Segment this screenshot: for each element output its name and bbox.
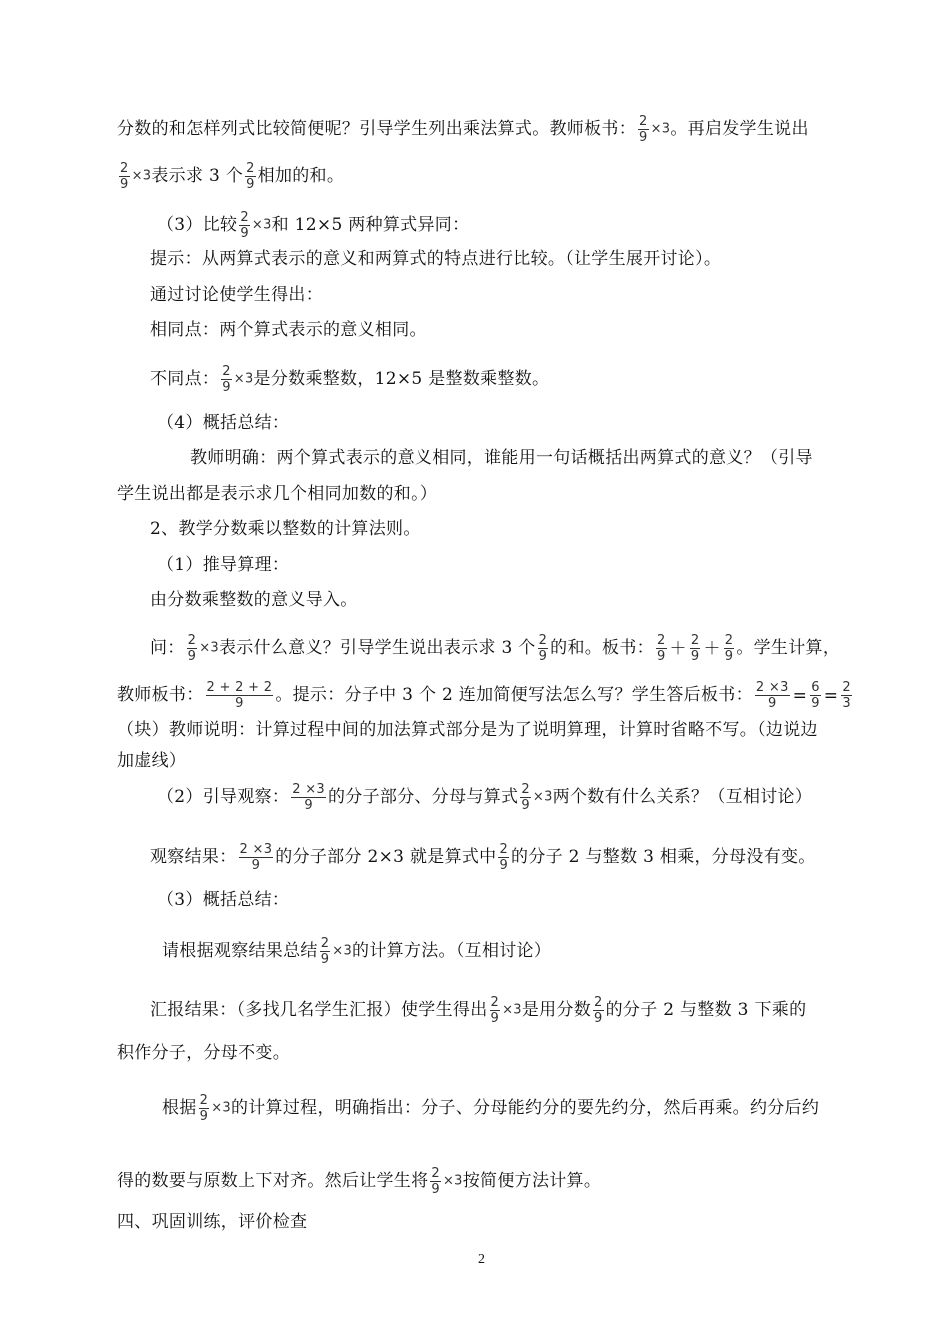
text-line: （2）引导观察： $\frac{2 \times 3}{9}$ 的分子部分、分母与算式 $\frac{2}{9}$ ×3两个数有什么关系？（互相讨论） — [157, 782, 813, 813]
fraction: $\frac{2}{9}$ — [538, 633, 548, 664]
fraction: $\frac{2}{9}$ — [246, 161, 255, 192]
text-line: 由分数乘整数的意义导入。 — [150, 590, 358, 610]
text-line: 通过讨论使学生得出： — [150, 285, 323, 305]
fraction: $\frac{2}{9}$ — [199, 1093, 209, 1124]
text-line: 问： $\frac{2}{9}$ ×3表示什么意义？引导学生说出表示求 3 个 $\frac{2}{9}$ 的和。板书： $\frac{2}{9}$ ＋ $\frac{2}{9}$ ＋ $\frac{2}{9}$ 。学生计算， — [150, 633, 841, 664]
fraction: $\frac{2}{9}$ — [639, 114, 648, 145]
fraction: $\frac{2}{9}$ — [490, 995, 500, 1026]
page-number: 2 — [478, 1252, 485, 1267]
fraction: $\frac{2}{9}$ — [431, 1166, 440, 1197]
text-line: 得的数要与原数上下对齐。然后让学生将 $\frac{2}{9}$ ×3按简便方法计算。 — [117, 1166, 602, 1197]
section-heading: 四、巩固训练，评价检查 — [117, 1212, 308, 1232]
text-line: 相同点：两个算式表示的意义相同。 — [150, 320, 427, 340]
text-line: 加虚线） — [117, 751, 187, 771]
fraction: $\frac{2}{9}$ — [120, 161, 129, 192]
text-line: （3）比较 $\frac{2}{9}$ ×3和 12×5 两种算式异同： — [157, 210, 470, 241]
text-line: 分数的和怎样列式比较简便呢？引导学生列出乘法算式。教师板书： $\frac{2}{9}$ ×3。再启发学生说出 — [117, 114, 809, 145]
fraction: $\frac{2}{9}$ — [187, 633, 197, 664]
fraction: $\frac{2}{9}$ — [499, 842, 509, 873]
fraction: $\frac{2 + 2 + 2}{9}$ — [206, 680, 273, 711]
text-line: （块）教师说明：计算过程中间的加法算式部分是为了说明算理，计算时省略不写。（边说边 — [117, 720, 818, 740]
text-line: 2、教学分数乘以整数的计算法则。 — [150, 519, 421, 539]
text-line: （3）概括总结： — [157, 890, 290, 910]
text-line: 观察结果： $\frac{2 \times 3}{9}$ 的分子部分 2×3 就是算式中 $\frac{2}{9}$ 的分子 2 与整数 3 相乘，分母没有变。 — [150, 842, 816, 873]
fraction: $\frac{2}{9}$ — [320, 936, 330, 967]
text-line: 不同点： $\frac{2}{9}$ ×3是分数乘整数，12×5 是整数乘整数。 — [150, 364, 550, 395]
fraction: $\frac{2}{9}$ — [656, 633, 666, 664]
text-line: 教师明确：两个算式表示的意义相同，谁能用一句话概括出两算式的意义？（引导 — [190, 448, 813, 468]
text-line: （1）推导算理： — [157, 555, 290, 575]
text-line: （4）概括总结： — [157, 413, 290, 433]
fraction: $\frac{2 \times 3}{9}$ — [755, 680, 789, 711]
fraction: $\frac{2}{9}$ — [222, 364, 231, 395]
fraction: $\frac{6}{9}$ — [811, 680, 820, 711]
text-line: 汇报结果：（多找几名学生汇报）使学生得出 $\frac{2}{9}$ ×3是用分数 $\frac{2}{9}$ 的分子 2 与整数 3 下乘的 — [150, 995, 807, 1026]
fraction: $\frac{2}{9}$ — [594, 995, 603, 1026]
text-line: 提示：从两算式表示的意义和两算式的特点进行比较。（让学生展开讨论）。 — [150, 249, 722, 269]
text-line: 积作分子，分母不变。 — [117, 1043, 290, 1063]
fraction: $\frac{2}{3}$ — [842, 680, 851, 711]
text-line: 根据 $\frac{2}{9}$ ×3的计算过程，明确指出：分子、分母能约分的要先约分，然后再乘。约分后约 — [162, 1093, 820, 1124]
text-line: $\frac{2}{9}$ ×3表示求 3 个 $\frac{2}{9}$ 相加的和。 — [120, 161, 345, 192]
fraction: $\frac{2}{9}$ — [240, 210, 249, 241]
text-line: 请根据观察结果总结 $\frac{2}{9}$ ×3的计算方法。（互相讨论） — [162, 936, 552, 967]
fraction: $\frac{2}{9}$ — [690, 633, 700, 664]
fraction: $\frac{2 \times 3}{9}$ — [239, 842, 273, 873]
fraction: $\frac{2}{9}$ — [724, 633, 734, 664]
fraction: $\frac{2 \times 3}{9}$ — [292, 782, 325, 813]
fraction: $\frac{2}{9}$ — [521, 782, 530, 813]
text-line: 学生说出都是表示求几个相同加数的和。） — [117, 484, 438, 504]
text-line: 教师板书： $\frac{2 + 2 + 2}{9}$ 。提示：分子中 3 个 2 连加简便写法怎么写？学生答后板书： $\frac{2 \times 3}{9}$ = $\frac{6}{9}$ = $\frac{2}{3}$ — [117, 680, 851, 711]
